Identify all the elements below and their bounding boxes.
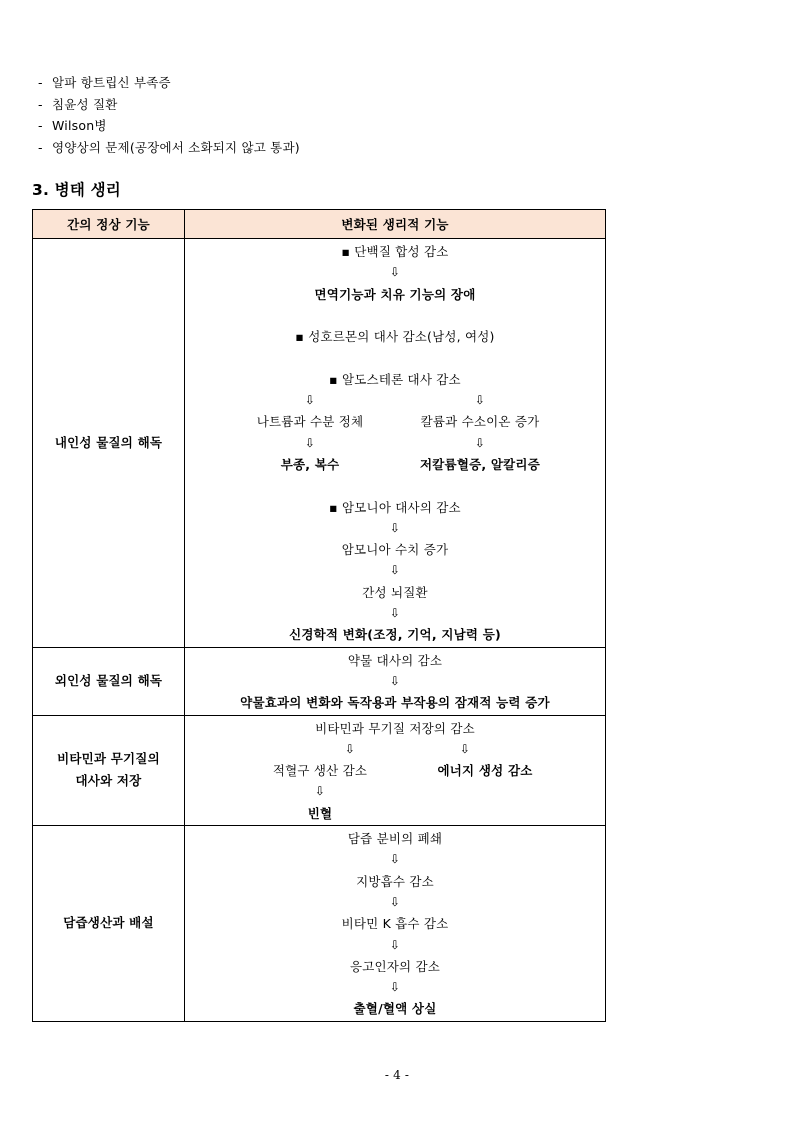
vitamin-storage-decrease: 비타민과 무기질 저장의 감소 <box>315 720 475 736</box>
down-arrow-icon: ⇩ <box>474 435 486 450</box>
split-results <box>185 454 605 475</box>
hepatic-encephalopathy: 간성 뇌질환 <box>362 584 428 600</box>
spacer <box>185 347 605 368</box>
list-item-text: 알파 항트립신 부족증 <box>52 75 171 90</box>
down-arrow-icon: ⇩ <box>389 673 401 688</box>
neurological-changes: 신경학적 변화(조정, 기억, 지남력 등) <box>289 627 501 643</box>
down-arrow-icon: ⇩ <box>389 894 401 909</box>
ammonia-level-increase: 암모니아 수치 증가 <box>341 542 449 558</box>
list-item <box>38 115 300 137</box>
hypokalemia-alkalosis: 저칼륨혈증, 알칼리증 <box>420 456 540 472</box>
row-label-exogenous-detox: 외인성 물질의 해독 <box>33 647 185 715</box>
list-item <box>38 137 300 159</box>
header-normal-function: 간의 정상 기능 <box>33 210 185 239</box>
table-header-row <box>33 210 606 239</box>
pathophysiology-table <box>32 209 606 1022</box>
table-row <box>33 715 606 825</box>
split-arrows <box>185 390 605 411</box>
split-arrows <box>185 433 605 454</box>
row-label-endogenous-detox: 내인성 물질의 해독 <box>33 239 185 648</box>
fat-absorption-decrease: 지방흡수 감소 <box>356 873 434 889</box>
split-arrows <box>185 739 605 760</box>
down-arrow-icon: ⇩ <box>459 741 471 756</box>
immune-healing-impairment: 면역기능과 치유 기능의 장애 <box>314 286 476 302</box>
protein-synthesis-decrease: ▪ 단백질 합성 감소 <box>341 244 449 259</box>
table-row <box>33 239 606 648</box>
table-row <box>33 826 606 1022</box>
list-item-text: 영양상의 문제(공장에서 소화되지 않고 통과) <box>52 139 300 155</box>
intro-list <box>38 72 300 158</box>
down-arrow-icon: ⇩ <box>389 852 401 867</box>
vitamin-k-absorption-decrease: 비타민 K 흡수 감소 <box>341 916 449 932</box>
down-arrow-icon: ⇩ <box>474 393 486 408</box>
down-arrow-icon: ⇩ <box>304 393 316 408</box>
list-item-text: Wilson병 <box>52 118 107 133</box>
aldosterone-metabolism-decrease: ▪ 알도스테론 대사 감소 <box>329 371 461 387</box>
down-arrow-icon: ⇩ <box>344 741 356 756</box>
down-arrow-icon: ⇩ <box>389 606 401 621</box>
row-label-vitamin-mineral <box>33 715 185 825</box>
row-content <box>185 647 606 715</box>
row-content <box>185 715 606 825</box>
sex-hormone-metabolism-decrease: ▪ 성호르몬의 대사 감소(남성, 여성) <box>295 329 495 345</box>
sodium-water-retention: 나트륨과 수분 정체 <box>256 414 364 430</box>
section-title: 3. 병태 생리 <box>32 181 121 199</box>
row-label-line: 대사와 저장 <box>75 773 142 789</box>
single-arrow <box>185 781 605 802</box>
rbc-production-decrease: 적혈구 생산 감소 <box>272 763 368 779</box>
row-label-bile: 담즙생산과 배설 <box>33 826 185 1022</box>
bullet-dash: - <box>38 139 43 155</box>
header-altered-function: 변화된 생리적 기능 <box>185 210 606 239</box>
bullet-dash: - <box>38 96 43 112</box>
bleeding-blood-loss: 출혈/혈액 상실 <box>353 1001 437 1017</box>
down-arrow-icon: ⇩ <box>304 435 316 450</box>
split-results <box>185 760 605 781</box>
row-content <box>185 826 606 1022</box>
list-item <box>38 94 300 116</box>
split-results <box>185 411 605 432</box>
table-row <box>33 647 606 715</box>
row-label-line: 비타민과 무기질의 <box>57 751 160 767</box>
edema-ascites: 부종, 복수 <box>280 456 340 472</box>
single-result <box>185 803 605 824</box>
spacer <box>185 305 605 326</box>
energy-production-decrease: 에너지 생성 감소 <box>437 763 533 779</box>
clotting-factor-decrease: 응고인자의 감소 <box>349 958 441 974</box>
down-arrow-icon: ⇩ <box>389 265 401 280</box>
drug-metabolism-decrease: 약물 대사의 감소 <box>347 652 443 668</box>
spacer <box>185 475 605 496</box>
bile-secretion-obstruction: 담즙 분비의 폐쇄 <box>347 831 443 847</box>
down-arrow-icon: ⇩ <box>314 784 326 799</box>
list-item-text: 침윤성 질환 <box>52 96 118 112</box>
down-arrow-icon: ⇩ <box>389 937 401 952</box>
drug-effect-change: 약물효과의 변화와 독작용과 부작용의 잠재적 능력 증가 <box>240 695 550 711</box>
bullet-dash: - <box>38 118 43 133</box>
bullet-dash: - <box>38 75 43 90</box>
list-item <box>38 72 300 94</box>
page-number: - 4 - <box>384 1068 410 1082</box>
potassium-hydrogen-increase: 칼륨과 수소이온 증가 <box>420 414 540 430</box>
anemia: 빈혈 <box>307 805 333 821</box>
ammonia-metabolism-decrease: ▪ 암모니아 대사의 감소 <box>329 499 461 515</box>
row-content <box>185 239 606 648</box>
down-arrow-icon: ⇩ <box>389 520 401 535</box>
down-arrow-icon: ⇩ <box>389 980 401 995</box>
down-arrow-icon: ⇩ <box>389 563 401 578</box>
